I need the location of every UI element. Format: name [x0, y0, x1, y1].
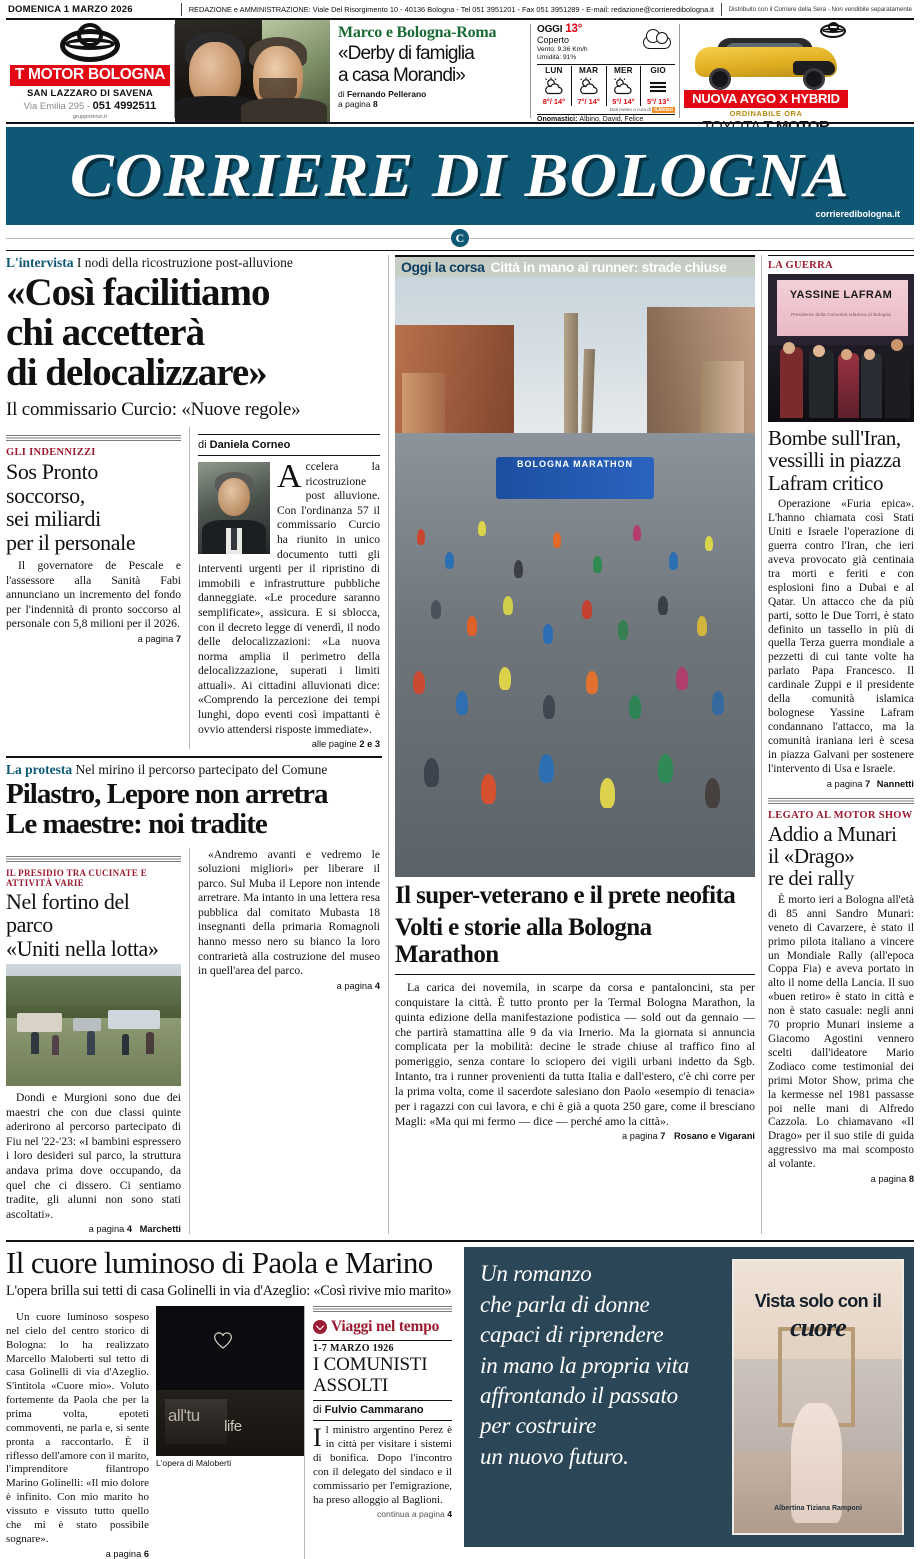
- bottom-section: [6, 1240, 914, 1558]
- lead-headline-line3[interactable]: di delocalizzare»: [6, 350, 267, 394]
- presidio-headline-1[interactable]: Nel fortino del parco: [6, 888, 130, 938]
- forecast-day: [641, 66, 675, 106]
- cloud-icon: [641, 26, 675, 52]
- viaggi-date: 1-7 MARZO 1926: [313, 1342, 394, 1354]
- ad-brand-bar: [10, 65, 170, 86]
- backdrop-name: YASSINE LAFRAM: [789, 288, 893, 301]
- weather-wind: Vento: 9.36 Km/h: [537, 46, 588, 53]
- viaggi-continua: [313, 1509, 452, 1519]
- forecast-day-name: MER: [613, 66, 633, 75]
- book-author: Albertina Tiziana Ramponi: [774, 1504, 862, 1512]
- viaggi-byline: [313, 1404, 452, 1416]
- ad-address: Via Emilia 295 -: [23, 101, 93, 112]
- top-info-bar: [6, 0, 914, 20]
- indennizzi-page-ref: [6, 634, 181, 644]
- page-prefix: a pagina: [826, 778, 866, 789]
- toyota-logo-icon: [60, 23, 120, 63]
- marathon-body: La carica dei novemila, in scarpe da corsa e pantaloncini, sta per conquistare la città. È tutto pronto per la Termal Bologna Marathon, la quinta edizione della manifestazione podistica — sold out da gennaio — che partirà stamattina alle 9 da via Irnerio. Ma la giornata si annuncia complicata per la mobilità: decine le strade chiuse al traffico fino al pomeriggio, senza contare lo sciopero dei vigili urbani indetto da Sgb. Intanto, tra i runner provenienti da tutta Italia e dall'estero, c'è chi corre per la prima volta, come il sacerdote salesiano don Paolo «esempio di tenacia» per i ragazzi con cui lavora, e chi è già a quota 250 gare, come il bresciano Magli: «Ma qui mi fermo — dice — perché amo la città».: [395, 980, 755, 1128]
- page-number: 4: [126, 1224, 133, 1235]
- indennizzi-headline-4[interactable]: per il personale: [6, 529, 136, 555]
- sun-cloud-icon: [538, 75, 570, 97]
- ad-brand-1: T MOTOR: [14, 66, 84, 83]
- ad-contact: [24, 100, 157, 112]
- guerra-author: Nannetti: [876, 778, 914, 789]
- weather-widget[interactable]: [531, 20, 679, 122]
- marathon-photo: [395, 277, 755, 877]
- fog-icon: [642, 75, 674, 97]
- marathon-headline-1[interactable]: Il super-veterano e il prete neofita: [395, 882, 736, 909]
- protesta-body: «Andremo avanti e vedremo le soluzioni migliori» per liberare il parco. Sul Muba il Lepore non intende arretrare. Ma intanto in una lettera resa pubblica dal comitato Mubasta 18 insegnanti della primaria Romagnoli hanno messo nero su bianco la loro contrarietà alla costruzione del museo in quell'area del parco.: [198, 847, 380, 978]
- book-ad-copy: [474, 1259, 732, 1535]
- section-divider: [6, 225, 914, 251]
- book-ad-line-1: Un romanzo: [480, 1261, 592, 1287]
- page-number: 7: [660, 1130, 666, 1141]
- weather-forecast-row: [537, 66, 675, 106]
- ad-location: SAN LAZZARO DI SAVENA: [27, 88, 153, 99]
- forecast-day-name: LUN: [545, 66, 563, 75]
- lead-author: Daniela Corneo: [209, 438, 291, 451]
- nameplate: [6, 127, 914, 225]
- guerra-headline-3[interactable]: Lafram critico: [768, 470, 884, 495]
- derby-photo: [175, 20, 330, 122]
- derby-title-line1: «Derby di famiglia: [338, 42, 474, 64]
- marathon-headline-2[interactable]: Volti e storie alla Bologna Marathon: [395, 914, 652, 968]
- cuore-headline[interactable]: Il cuore luminoso di Paola e Marino: [6, 1245, 433, 1281]
- masthead-strip: [6, 20, 914, 124]
- heart-icon: [212, 1330, 234, 1350]
- lead-headline-line1[interactable]: «Così facilitiamo: [6, 270, 270, 314]
- right-column: [762, 255, 914, 1234]
- page-number: 4: [447, 1509, 452, 1520]
- protesta-overline-rest: Nel mirino il percorso partecipato del Comune: [72, 762, 328, 778]
- byline-prefix: di: [338, 88, 347, 99]
- lead-page-ref: [198, 739, 380, 749]
- center-column: [388, 255, 762, 1234]
- presidio-article: [6, 848, 190, 1235]
- decorative-rule: [313, 1306, 452, 1313]
- lead-subhead: Il commissario Curcio: «Nuove regole»: [6, 398, 301, 420]
- presidio-page-ref: [6, 1224, 181, 1234]
- lead-dropcap: A: [277, 457, 302, 495]
- page-prefix: a pagina: [105, 1548, 144, 1559]
- viaggi-dropcap: I: [313, 1423, 322, 1453]
- guerra-body: Operazione «Furia epica». L'hanno chiamata così Stati Uniti e Israele l'operazione di guerra contro l'Iran, che ieri aveva provocato già centinaia tra morti e feriti e con esplosioni fino a Dubai e al Qatar. Un attacco che da più parti, sotto le Due Torri, è stato definito un tassello in più di quella Terza guerra mondiale a pezzetti di cui tante volte ha parlato Papa Francesco. Il cardinale Zuppi e il presidente della comunità islamica bolognese Yassine Lafram condannano l'attacco, ma la comunità iraniana ieri è scesa in piazza Galvani per sostenere l'intervento di Usa e Israele.: [768, 498, 914, 775]
- lead-body: ccelera la ricostruzione post alluvione. Con l'ordinanza 57 il commissario Curcio ha riunito in unico documento tutti gli interventi urgenti per il ripristino di immobili e infrastrutture pubbliche danneggiate. «Le procedure saranno semplificate», assicura. E si sblocca, con il decreto legge di venerdì, il nodo delle delocalizzazioni: «La nuova norma amplia il perimetro della delocalizzazione, superati i limiti attuali». Ai cittadini alluvionati dice: «Comprendo la percezione dei tempi lunghi, dopo eventi così impattanti è ovvio attendersi risposte immediate».: [198, 459, 380, 736]
- indennizzi-headline-1[interactable]: Sos Pronto: [6, 458, 98, 484]
- derby-teaser[interactable]: [330, 20, 530, 122]
- marathon-banner-rest: Città in mano ai runner: strade chiuse: [490, 259, 727, 275]
- protesta-overline: [6, 762, 382, 778]
- ad-phone: 051 4992511: [92, 100, 157, 112]
- ad-website: grupporenzi.it: [73, 114, 107, 120]
- viaggi-header: [313, 1318, 452, 1336]
- weather-today-label: OGGI: [537, 24, 563, 35]
- car-illustration: [691, 37, 841, 87]
- guerra-headline-2[interactable]: vessilli in piazza: [768, 448, 901, 473]
- park-photo: [6, 964, 181, 1086]
- marathon-banner: [395, 255, 755, 277]
- protesta-body-column: [190, 848, 380, 1235]
- motorshow-page-ref: [768, 1174, 914, 1184]
- page-prefix: a pagina: [870, 1174, 909, 1185]
- forecast-day: [537, 66, 572, 106]
- page-prefix: a pagina: [622, 1130, 661, 1141]
- book-title-line-1: Vista solo con il: [754, 1291, 882, 1312]
- onomastici-names: Albino, David, Felice: [579, 116, 644, 123]
- page-number: 4: [374, 980, 380, 991]
- cuore-body: Un cuore luminoso sospeso nel cielo del centro storico di Bologna: lo ha realizzato Marcello Maloberti sul tetto di casa Golinelli di via d'Azeglio. S'intitola «Cuore mio». Voluto fortemente da Paola che per la prima volta, epoteti commoventi, ne parla e, si sente pronta a raccontarlo. È il riflesso dell'amore con il marito, l'imprenditore filantropo Marino Golinelli: «Il mio dolore è infinito. Con mio marito ho vissuto e vissuto tutto quello che mi è stato possibile sognare».: [6, 1310, 149, 1545]
- derby-author: Fernando Pellerano: [346, 88, 427, 99]
- distribution-note: Distribuito con il Corriere della Sera - Non vendibile separatamente: [728, 5, 912, 13]
- lead-article-body: [190, 427, 380, 749]
- book-ad-line-5: affrontando il passato: [480, 1382, 678, 1408]
- book-ad-line-6: per costruire: [480, 1413, 597, 1439]
- motorshow-headline-2[interactable]: il «Drago»: [768, 844, 855, 868]
- weather-provider-badge: iLMeteo: [654, 107, 673, 113]
- ad-toyota-aygo-right[interactable]: [680, 20, 852, 122]
- weather-credit: [537, 107, 675, 113]
- derby-kicker: Marco e Bologna-Roma: [338, 24, 497, 41]
- viaggi-headline-2[interactable]: ASSOLTI: [313, 1375, 388, 1397]
- website-url[interactable]: corrieredibologna.it: [815, 209, 900, 219]
- ad-toyota-tmotor-left[interactable]: [6, 20, 174, 122]
- corriere-badge-icon: C: [451, 229, 469, 247]
- book-ad-line-2: che parla di donne: [480, 1291, 650, 1317]
- ad-brand-2: BOLOGNA: [87, 66, 166, 83]
- viaggi-author: Fulvio Cammarano: [324, 1404, 424, 1417]
- weather-today-temp: 13°: [565, 23, 583, 35]
- page-number: 2 e 3: [359, 739, 380, 750]
- book-cover: [732, 1259, 904, 1535]
- viaggi-nel-tempo-box: [304, 1306, 452, 1559]
- guerra-kicker: LA GUERRA: [768, 260, 833, 271]
- book-ad-line-7: un nuovo futuro.: [480, 1443, 629, 1469]
- book-ad-line-4: in mano la propria vita: [480, 1352, 690, 1378]
- motorshow-headline-1[interactable]: Addio a Munari: [768, 821, 897, 846]
- cuore-page-ref: [6, 1549, 149, 1559]
- lead-overline: [6, 255, 382, 271]
- onomastici: [537, 114, 675, 123]
- page-number: 8: [908, 1174, 914, 1185]
- editorial-address: REDAZIONE e AMMINISTRAZIONE: Viale Del Risorgimento 10 - 40136 Bologna - Tel 051 3951201 - Fax 051 3951289 - E-mail: redazione@corrieredibologna.it: [188, 4, 714, 14]
- continua-prefix: continua a pagina: [376, 1509, 448, 1520]
- viaggi-headline-1[interactable]: I COMUNISTI: [313, 1353, 428, 1375]
- book-advertisement[interactable]: [460, 1247, 914, 1558]
- motorshow-body: È morto ieri a Bologna all'età di 85 anni Sandro Munari: veneto di Cavarzere, è stato il primo pilota italiano a vincere un Mondiale Rally (all'epoca Coppa Fia) e aveva portato in alto il nome della Lancia. Il suo «buen retiro» è stato in città e non è stato casuale: negli anni 70 proprio Munari insieme a Giacomo Agostini vennero scelti dall'ideatore Mario Zodiaco come testimonial dei primi Motor Show, prima che la kermesse nel 1981 passasse poi nelle mani di Alfredo Cazzola. Lo chiamavano «Il Drago» per il suo stile di guida aggressivo ma mai scomposto al volante.: [768, 893, 914, 1171]
- forecast-day: [572, 66, 607, 106]
- divider: [6, 756, 382, 758]
- arch-text: BOLOGNA MARATHON: [516, 459, 633, 469]
- runner-crowd: [395, 481, 755, 877]
- presidio-headline-2[interactable]: «Uniti nella lotta»: [6, 935, 159, 961]
- marathon-page-ref: [395, 1131, 755, 1141]
- lafram-photo: [768, 274, 914, 422]
- page-number: 8: [372, 98, 378, 109]
- forecast-day-name: MAR: [579, 66, 599, 75]
- protesta-headline-2[interactable]: Le maestre: noi tradite: [6, 807, 267, 840]
- derby-page-ref: [338, 99, 522, 109]
- indennizzi-body: Il governatore de Pescale e l'assessore alla Sanità Fabi annunciano un incremento del fondo per l'indennità di pronto soccorso al personale con 5,8 milioni per il 2026.: [6, 559, 181, 631]
- weather-condition: Coperto: [537, 35, 570, 45]
- curcio-portrait-photo: [198, 462, 270, 554]
- page-prefix: a pagina: [88, 1224, 127, 1235]
- presidio-author: Marchetti: [139, 1224, 181, 1235]
- indennizzi-kicker: GLI INDENNIZZI: [6, 446, 96, 458]
- marathon-authors: Rosano e Vigarani: [674, 1130, 755, 1141]
- cuore-subhead: L'opera brilla sui tetti di casa Golinelli in via d'Azeglio: «Così rivive mio marito»: [6, 1282, 452, 1299]
- lead-overline-bold: L'intervista: [6, 255, 74, 270]
- forecast-temps: 5°/ 14°: [612, 97, 635, 106]
- page-number: 6: [143, 1548, 149, 1559]
- main-content: [6, 255, 914, 1234]
- divider: [198, 434, 380, 435]
- page-number: 7: [175, 634, 181, 645]
- guerra-page-ref: [768, 779, 914, 789]
- book-title-line-2: cuore: [790, 1313, 846, 1343]
- sun-cloud-icon: [573, 75, 605, 97]
- guerra-headline-1[interactable]: Bombe sull'Iran,: [768, 426, 901, 450]
- weather-credit-text: Dati meteo a cura di: [609, 107, 651, 112]
- book-ad-line-3: capaci di riprendere: [480, 1322, 664, 1348]
- ad-ordinabile: ORDINABILE ORA: [729, 109, 803, 118]
- forecast-temps: 7°/ 14°: [577, 97, 600, 106]
- photo-text-2: life: [224, 1417, 242, 1435]
- publication-date: DOMENICA 1 MARZO 2026: [8, 3, 133, 15]
- protesta-page-ref: [198, 981, 380, 991]
- photo-text-1: all'tu: [167, 1405, 200, 1425]
- decorative-rule: [6, 435, 181, 442]
- onomastici-label: Onomastici:: [537, 116, 580, 123]
- viaggi-title: Viaggi nel tempo: [331, 1317, 440, 1335]
- weather-today: [537, 23, 641, 35]
- left-column: [6, 255, 388, 1234]
- ad-model-bar: NUOVA AYGO X HYBRID: [684, 90, 848, 108]
- presidio-kicker: IL PRESIDIO TRA CUCINATE E ATTIVITÀ VARIE: [6, 867, 148, 888]
- page-prefix: a pagina: [336, 980, 375, 991]
- byline-prefix: di: [313, 1404, 325, 1417]
- page-number: 7: [865, 778, 871, 789]
- protesta-headline-1[interactable]: Pilastro, Lepore non arretra: [6, 777, 328, 810]
- indennizzi-headline-3[interactable]: sei miliardi: [6, 506, 101, 532]
- indennizzi-headline-2[interactable]: soccorso,: [6, 482, 85, 508]
- decorative-rule: [6, 856, 181, 863]
- divider: [181, 3, 182, 16]
- lead-headline-line2[interactable]: chi accetterà: [6, 310, 205, 354]
- presidio-body: Dondi e Murgioni sono due dei maestri che con due classi quinte aderirono al percorso partecipato di Fiu nel '22-'23: «I bambini espressero i loro desideri sul parco, la struttura andava prima dove occupando, da quel che ci dissero. Ci sentiamo tradite, gli alunni non sono stati ascoltati».: [6, 1091, 181, 1221]
- page-prefix: a pagina: [338, 98, 373, 109]
- lead-byline: [198, 439, 380, 451]
- marathon-banner-bold: Oggi la corsa: [401, 259, 485, 275]
- weather-humidity: Umidità: 91%: [537, 54, 577, 61]
- forecast-day: [607, 66, 642, 106]
- cuore-article: [6, 1247, 460, 1558]
- lead-overline-rest: I nodi della ricostruzione post-alluvione: [73, 255, 293, 270]
- forecast-temps: 8°/ 14°: [542, 97, 566, 106]
- indennizzi-article: [6, 427, 190, 749]
- page-prefix: a pagina: [137, 634, 176, 645]
- backdrop-subtitle: Presidente della Comunità Islamica di Bologna: [791, 312, 891, 318]
- sun-cloud-icon: [608, 75, 640, 97]
- heart-artwork-photo: [156, 1306, 304, 1456]
- cuore-text-column: [6, 1306, 156, 1559]
- page-title: CORRIERE DI BOLOGNA: [70, 142, 850, 210]
- forecast-day-name: GIO: [650, 66, 666, 75]
- divider: [721, 3, 722, 16]
- viaggi-body: l ministro argentino Perez è in città per visitare i sistemi di bonifica. Dopo l'incontro con il delegato del sindaco e il commissario per l'emigrazione, ha preso alloggio al Baglioni.: [313, 1424, 452, 1506]
- motorshow-headline-3[interactable]: re dei rally: [768, 866, 855, 891]
- cuore-photo-column: [156, 1306, 304, 1559]
- derby-byline: [338, 89, 522, 99]
- derby-title-line2: a casa Morandi»: [338, 64, 465, 86]
- forecast-temps: 5°/ 13°: [646, 97, 670, 106]
- clock-rewind-icon: [313, 1320, 327, 1334]
- motorshow-kicker: LEGATO AL MOTOR SHOW: [768, 809, 913, 821]
- cuore-photo-caption: L'opera di Maloberti: [156, 1457, 232, 1468]
- byline-prefix: di: [198, 438, 210, 451]
- page-prefix: alle pagine: [311, 739, 360, 750]
- protesta-overline-bold: La protesta: [6, 762, 73, 778]
- decorative-rule: [768, 798, 914, 805]
